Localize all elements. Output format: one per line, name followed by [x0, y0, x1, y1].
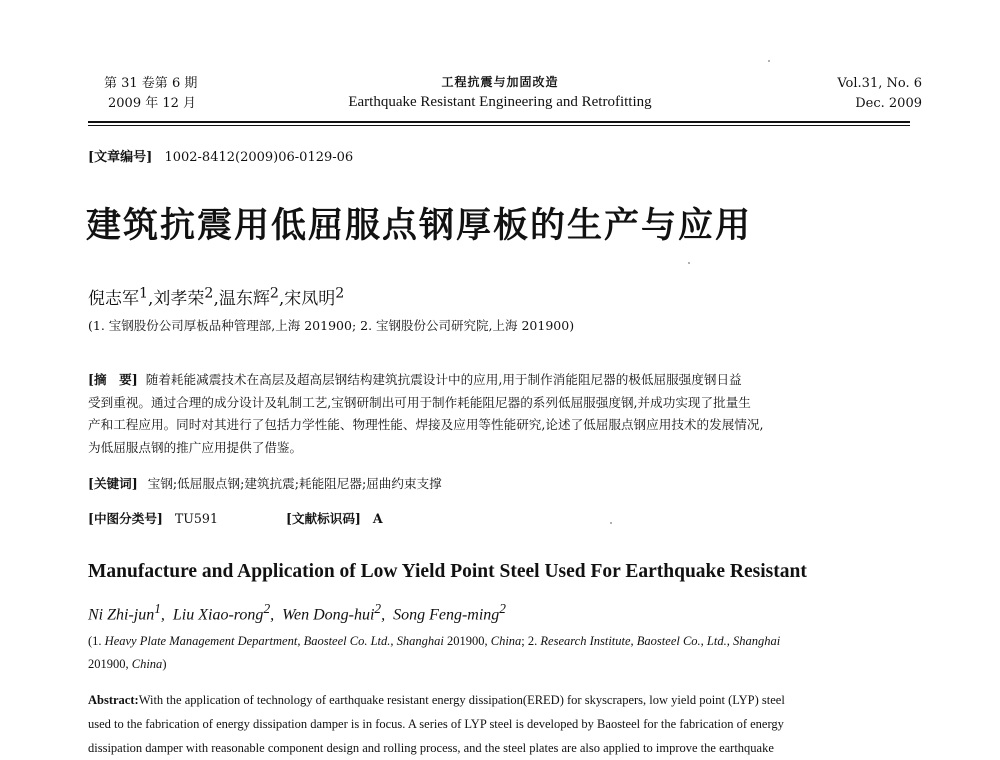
scan-speck	[768, 60, 770, 62]
author-affil-sup: 2	[204, 285, 214, 302]
affiliation-en	[88, 630, 918, 676]
abstract-en-line	[88, 688, 918, 712]
keywords-cn-value: 宝钢;低屈服点钢;建筑抗震;耗能阻尼器;屈曲约束支撑	[147, 476, 442, 491]
author-cn: 温东辉	[218, 289, 270, 309]
affil-text: 201900,	[443, 634, 491, 648]
author-en: Song Feng-ming	[393, 606, 500, 624]
author-en: Wen Dong-hui	[282, 606, 375, 624]
keywords-cn-label: [关键词]	[88, 476, 138, 491]
affil-text: Research Institute, Baosteel Co., Ltd., Shanghai	[540, 634, 781, 648]
author-affil-sup: 1	[154, 601, 161, 616]
article-number-value: 1002-8412(2009)06-0129-06	[164, 150, 354, 165]
author-en: Liu Xiao-rong	[172, 606, 264, 624]
author-affil-sup: 2	[499, 601, 506, 616]
author-affil-sup: 2	[374, 601, 382, 616]
header-rule	[88, 121, 910, 127]
header-issue-en	[837, 74, 922, 114]
paper-title-cn: 建筑抗震用低屈服点钢厚板的生产与应用	[86, 206, 753, 246]
abstract-cn-label: [摘 要]	[88, 372, 138, 387]
header-volume-cn: 第 31 卷第 6 期	[104, 76, 198, 91]
author-cn: 宋凤明	[284, 289, 336, 309]
author-affil-sup: 1	[139, 285, 149, 302]
classification	[88, 508, 383, 527]
affil-text: China	[131, 657, 163, 671]
affil-text: China	[490, 634, 522, 648]
authors-en: Ni Zhi-jun$^1$, Liu Xiao-rong$^2$, Wen Dong-hui$^2$, Song Feng-ming$^2$	[88, 601, 506, 624]
abstract-cn-line: 为低屈服点钢的推广应用提供了借鉴。	[88, 439, 303, 455]
header-date-cn: 2009 年 12 月	[108, 96, 197, 111]
scan-speck	[688, 262, 690, 264]
abstract-cn	[88, 369, 914, 459]
journal-name-cn: 工程抗震与加固改造	[441, 75, 559, 89]
affil-text: )	[162, 657, 167, 671]
abstract-cn-line: 受到重视。通过合理的成分设计及轧制工艺,宝钢研制出可用于制作耗能阻尼器的系列低屈服强度钢,并成功实现了批量生	[88, 394, 751, 410]
paper-title-en: Manufacture and Application of Low Yield Point Steel Used For Earthquake Resistant	[88, 561, 807, 582]
affiliation-en-line	[88, 653, 918, 676]
abstract-en-line: dissipation damper with reasonable component design and rolling process, and the steel plates are also applied to improve the earthquake	[88, 741, 774, 755]
header-rule-thin	[88, 125, 910, 126]
author-affil-sup: 2	[335, 285, 345, 302]
abstract-cn-line: 产和工程应用。同时对其进行了包括力学性能、物理性能、焊接及应用等性能研究,论述了低屈服点钢应用技术的发展情况,	[88, 417, 764, 432]
author-affil-sup: 2	[263, 601, 271, 616]
affil-text: (1.	[88, 634, 105, 648]
abstract-cn-text: 随着耗能减震技术在高层及超高层钢结构建筑抗震设计中的应用,用于制作消能阻尼器的极低屈服强度钢日益	[145, 372, 742, 387]
affiliation-cn: (1. 宝钢股份公司厚板品种管理部,上海 201900; 2. 宝钢股份公司研究院,上海 201900)	[88, 318, 575, 333]
keywords-cn	[88, 473, 442, 492]
abstract-en-label: Abstract:	[88, 693, 139, 707]
affil-text: ; 2.	[521, 634, 541, 648]
author-cn: 倪志军	[88, 289, 139, 309]
scan-speck	[610, 522, 612, 524]
clc-value: TU591	[174, 511, 218, 526]
article-number-label: [文章编号]	[88, 150, 153, 165]
journal-name-en: Earthquake Resistant Engineering and Retrofitting	[348, 94, 652, 110]
abstract-en	[88, 688, 918, 760]
abstract-cn-line	[88, 369, 914, 392]
abstract-en-line: used to the fabrication of energy dissipation damper is in focus. A series of LYP steel is developed by Baosteel for the fabrication of energy	[88, 717, 784, 731]
abstract-en-text: With the application of technology of earthquake resistant energy dissipation(ERED) for skyscrapers, low yield point (LYP) steel	[138, 693, 785, 707]
header-volume-en: Vol.31, No. 6	[837, 76, 922, 91]
author-affil-sup: 2	[269, 285, 279, 302]
article-number	[88, 146, 353, 165]
doc-code-label: [文献标识码]	[285, 511, 361, 526]
affiliation-en-line	[88, 630, 918, 653]
clc-label: [中图分类号]	[88, 511, 163, 526]
header-date-en: Dec. 2009	[855, 96, 922, 111]
doc-code-value: A	[372, 511, 383, 526]
author-en: Ni Zhi-jun	[88, 606, 155, 624]
author-cn: 刘孝荣	[153, 289, 205, 309]
affil-text: Heavy Plate Management Department, Baosteel Co. Ltd., Shanghai	[104, 634, 444, 648]
header-rule-thick	[88, 121, 910, 123]
authors-cn: 倪志军$^1$,刘孝荣$^2$,温东辉$^2$,宋凤明$^2$	[88, 285, 345, 309]
affil-text: 201900,	[88, 657, 132, 671]
